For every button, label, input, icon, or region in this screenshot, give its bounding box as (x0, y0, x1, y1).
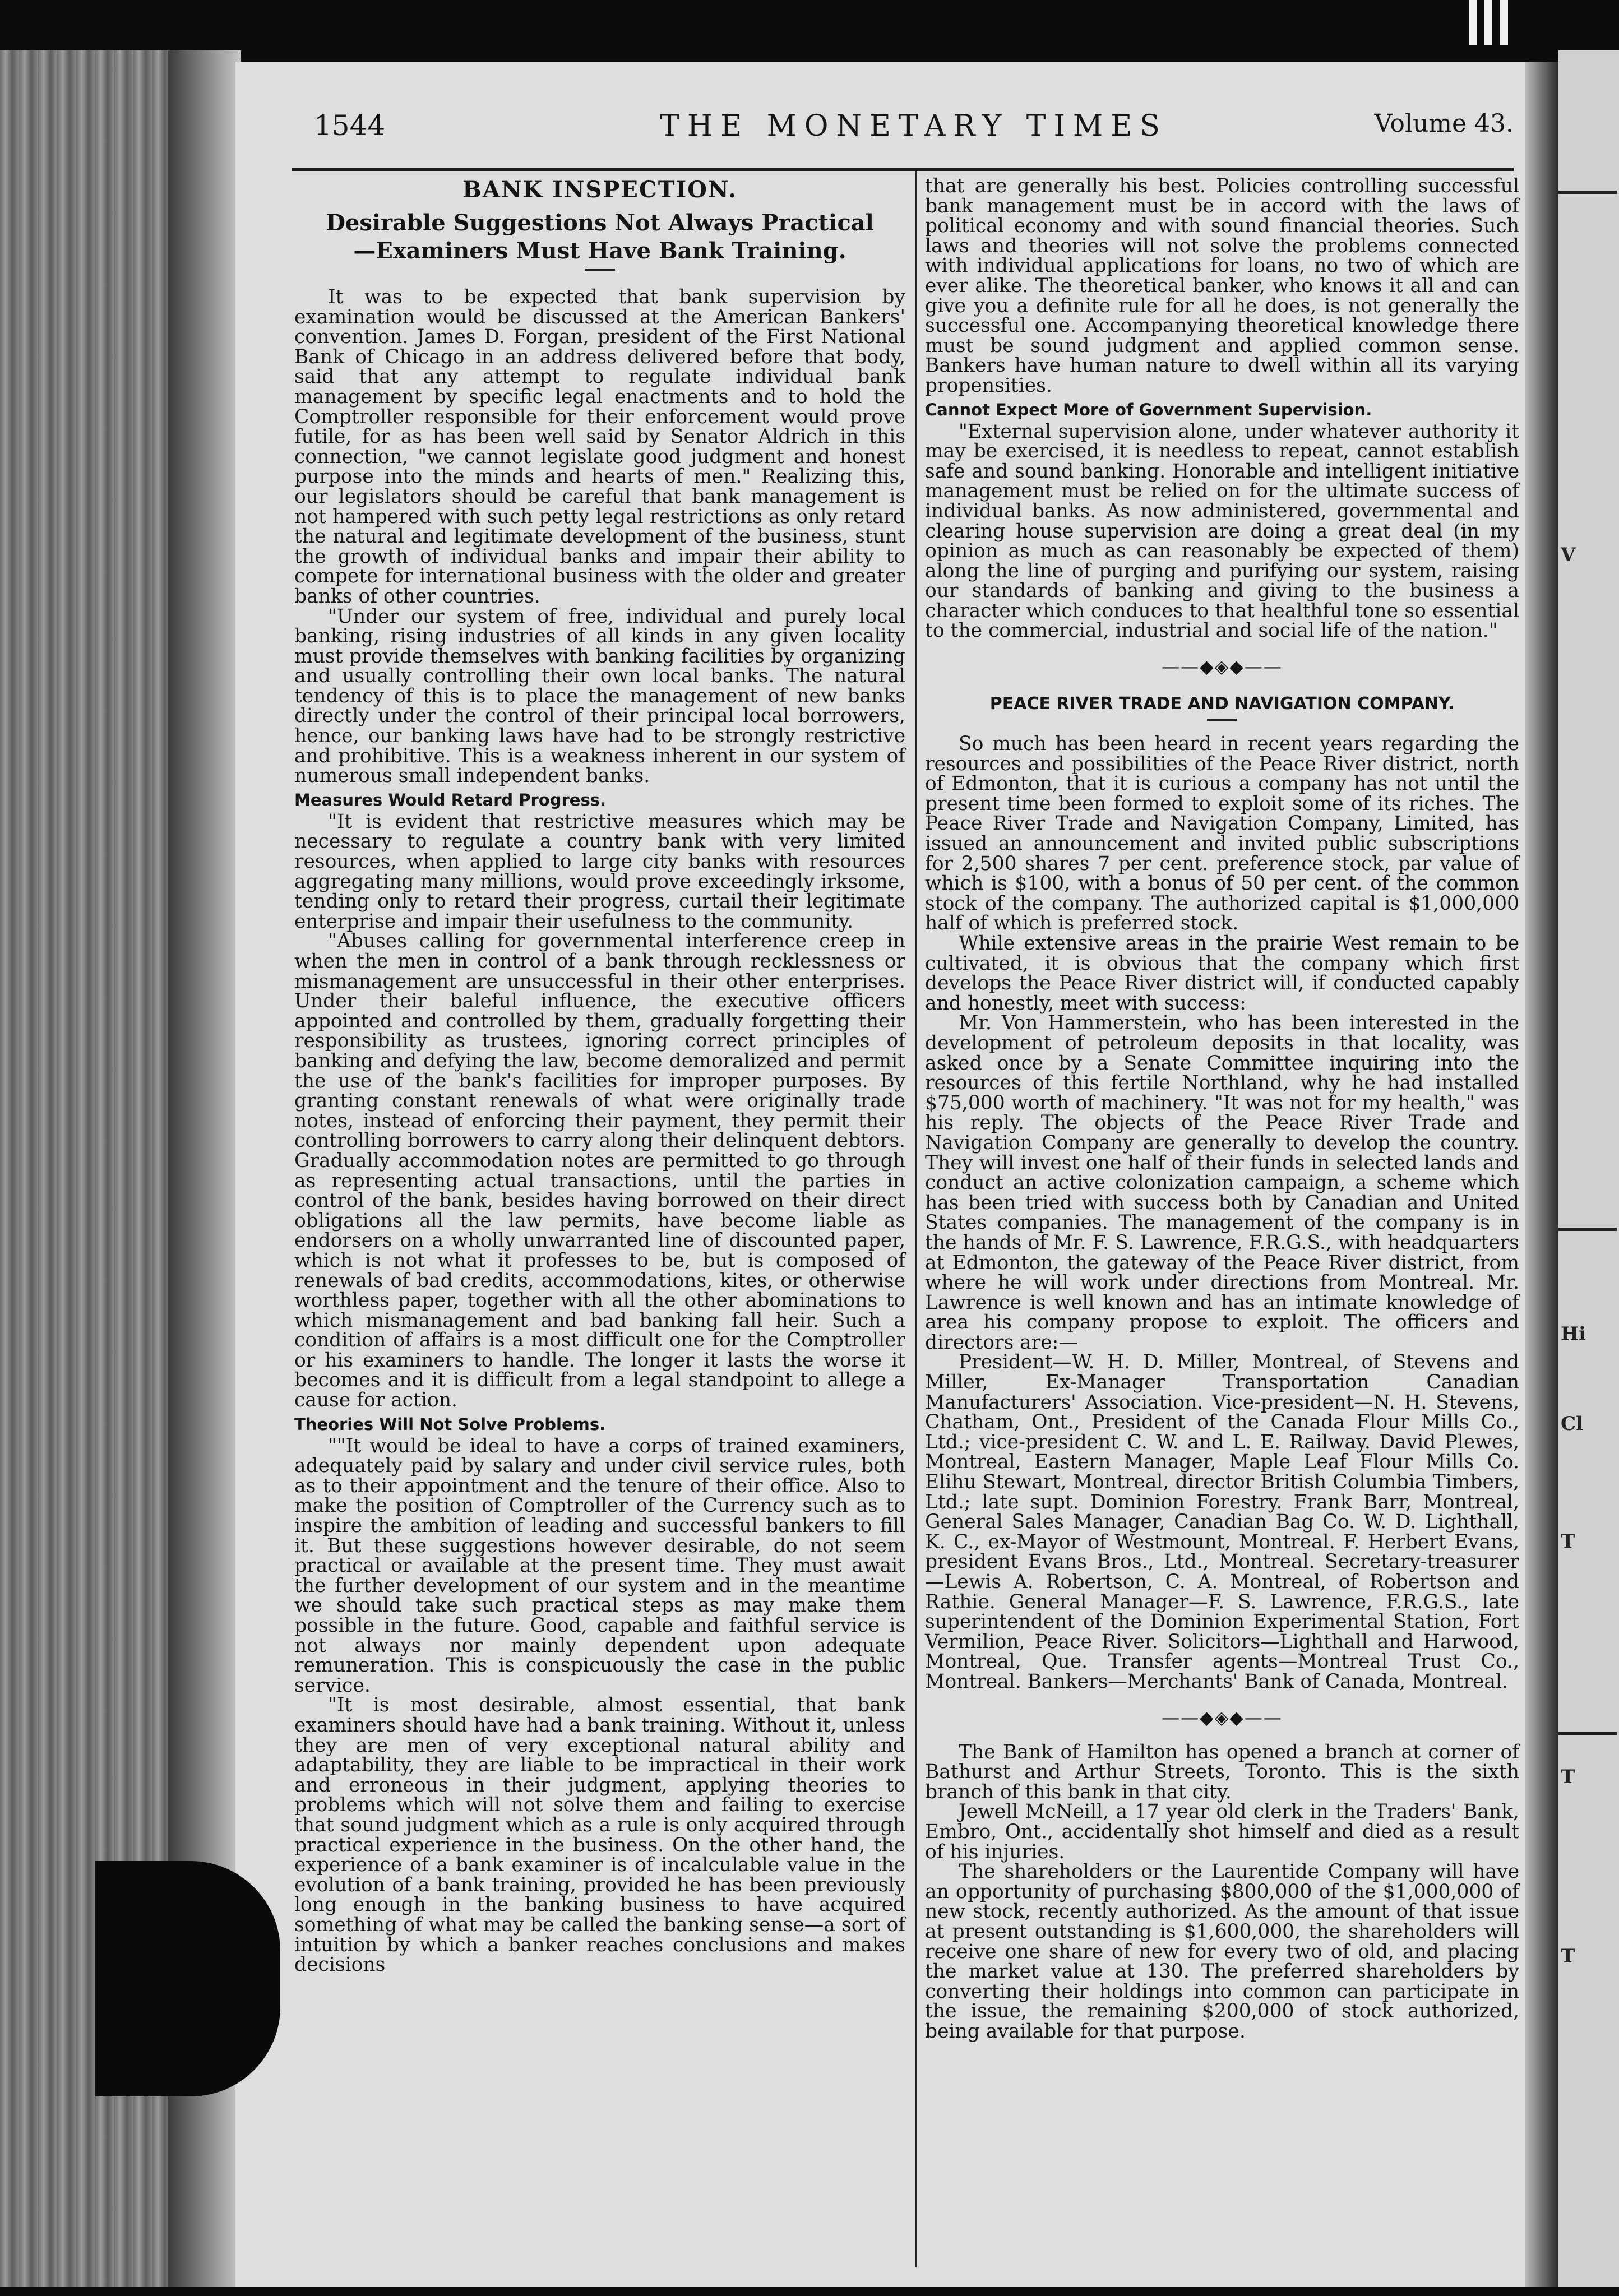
title-rule (1207, 719, 1237, 721)
ornament-divider: ——◆◈◆—— (1162, 656, 1283, 678)
paragraph: "It is evident that restrictive measures which may be necessary to regulate a country bank with very limited resources, when applied to large city banks with resources aggregating many millions, would prove exceedingly irksome, tending only to retard their progress, curtail their legitimate enterprise and impair their usefulness to the community. (294, 810, 905, 933)
paragraph: While extensive areas in the prairie West remain to be cultivated, it is obvious that the company which first develops the Peace River district will, if conducted capably and honestly, meet with success: (925, 932, 1519, 1015)
adjacent-fragment: T (1561, 1530, 1575, 1553)
left-column (294, 177, 905, 1975)
paragraph: "Abuses calling for governmental interference creep in when the men in control of a bank through recklessness or mismanagement are unsuccessful in their other enterprises. Under their baleful influence, the executive officers appointed and controlled by them, gradually forgetting their responsibility as trustees, ignoring correct principles of banking and defying the law, become demoralized and permit the use of the bank's facilities for improper purposes. By granting constant renewals of what were originally trade notes, instead of enforcing their payment, they permit their controlling borrowers to carry along their delinquent debtors. Gradually accommodation notes are permitted to go through as representing actual transactions, until the parties in control of the bank, besides having borrowed on their direct obligations all the law permits, have become liable as endorsers on a wholly unwarranted line of discounted paper, which is not what it professes to be, but is composed of renewals of bad credits, accommodations, kites, or otherwise worthless paper, together with all the other abominations to which mismanagement and bad banking fall heir. Such a condition of affairs is a most difficult one for the Comptroller or his examiners to handle. The longer it lasts the worse it becomes and it is difficult from a legal standpoint to allege a cause for action. (294, 930, 905, 1412)
article-subtitle: Desirable Suggestions Not Always Practical—Examiners Must Have Bank Training. (326, 210, 874, 264)
adjacent-fragment: T (1561, 1766, 1575, 1788)
page-gutter (1525, 62, 1558, 2287)
right-column (925, 177, 1519, 2042)
article-title: BANK INSPECTION. (462, 177, 737, 203)
article-title: PEACE RIVER TRADE AND NAVIGATION COMPANY. (989, 694, 1455, 714)
ornament-divider: ——◆◈◆—— (1162, 1706, 1283, 1728)
paragraph: President—W. H. D. Miller, Montreal, of Stevens and Miller, Ex-Manager Transportation Canadian Manufacturers' Association. Vice-president—N. H. Stevens, Chatham, Ont., President of the Canada Flour Mills Co., Ltd.; vice-president C. W. and L. E. Railway. David Plewes, Montreal, Eastern Manager, Maple Leaf Flour Mills Co. Elihu Stewart, Montreal, director British Columbia Timbers, Ltd.; late supt. Dominion Forestry. Frank Barr, Montreal, General Sales Manager, Canadian Bag Co. W. D. Lighthall, K. C., ex-Mayor of Westmount, Montreal. F. Herbert Evans, president Evans Bros., Ltd., Montreal. Secretary-treasurer—Lewis A. Robertson, C. A. Montreal, of Robertson and Rathie. General Manager—F. S. Lawrence, F.R.G.S., late superintendent of the Dominion Experimental Station, Fort Vermilion, Peace River. Solicitors—Lighthall and Harwood, Montreal, Que. Transfer agents—Montreal Trust Co., Montreal. Bankers—Merchants' Bank of Canada, Montreal. (925, 1351, 1519, 1693)
news-note: Jewell McNeill, a 17 year old clerk in the Traders' Bank, Embro, Ont., accidentally shot himself and died as a result of his injuries. (925, 1800, 1519, 1863)
adjacent-fragment: Hi (1561, 1323, 1586, 1345)
adjacent-rule (1558, 1228, 1617, 1231)
adjacent-fragment: T (1561, 1945, 1575, 1968)
paragraph: ""It would be ideal to have a corps of trained examiners, adequately paid by salary and under civil service rules, both as to their appointment and the tenure of their office. Also to make the position of Comptroller of the Currency such as to inspire the ambition of leading and successful bankers to fill it. But these suggestions however desirable, do not seem practical or available at the present time. They must await the further development of our system and in the meantime we should take such practical steps as may make them possible in the future. Good, capable and faithful service is not always nor mainly dependent upon adequate remuneration. This is conspicuously the case in the public service. (294, 1434, 905, 1697)
adjacent-rule (1558, 191, 1617, 194)
adjacent-page-edge (1558, 50, 1619, 2287)
paragraph: "External supervision alone, under whatever authority it may be exercised, it is needless to repeat, cannot establish safe and sound banking. Honorable and intelligent initiative management must be relied on for the ultimate success of individual banks. As now administered, governmental and clearing house supervision are doing a great deal (in my opinion as much as can reasonably be expected of them) along the line of purging and purifying our system, raising our standards of banking and giving to the business a character which conduces to that healthful tone so essential to the commercial, industrial and social life of the nation." (925, 420, 1519, 642)
running-header (314, 104, 1514, 154)
header-rule (292, 168, 1514, 171)
paragraph: "It is most desirable, almost essential, that bank examiners should have had a bank training. Without it, unless they are men of very exceptional natural ability and adaptability, they are liable to be impractical in their work and erroneous in their judgment, applying theories to problems which will not solve them and failing to exercise that sound judgment which as a rule is only acquired through practical experience in the business. On the other hand, the experience of a bank examiner is of incalculable value in the evolution of a bank training, provided he has been previously long enough in the banking business to have acquired something of what may be called the banking sense—a sort of intuition by which a banker reaches conclusions and makes decisions (294, 1694, 905, 1976)
journal-title: THE MONETARY TIMES (660, 109, 1168, 143)
paragraph: "Under our system of free, individual and purely local banking, rising industries of all kinds in any given locality must provide themselves with banking facilities by organizing and usually controlling their own local banks. The natural tendency of this is to place the management of new banks directly under the control of their principal local borrowers, hence, our banking laws have had to be strongly restrictive and prohibitive. This is a weakness inherent in our system of numerous small independent banks. (294, 605, 905, 788)
news-note: The shareholders or the Laurentide Company will have an opportunity of purchasing $800,000 of the $1,000,000 of new stock, recently authorized. As the amount of that issue at present outstanding is $1,600,000, the shareholders will receive one share of new for every two of old, and placing the market value at 130. The preferred shareholders by converting their holdings into common can participate in the issue, the remaining $200,000 of stock authorized, being available for that purpose. (925, 1860, 1519, 2043)
adjacent-fragment: V (1561, 544, 1576, 566)
adjacent-fragment: Cl (1561, 1413, 1583, 1435)
section-heading: Cannot Expect More of Government Supervision. (925, 400, 1372, 419)
paragraph: Mr. Von Hammerstein, who has been interested in the development of petroleum deposits in that locality, was asked once by a Senate Committee inquiring into the resources of this fertile Northland, why he had installed $75,000 worth of machinery. "It was not for my health," was his reply. The objects of the Peace River Trade and Navigation Company are generally to develop the country. They will invest one half of their funds in selected lands and conduct an active colonization campaign, a scheme which has been tried with success both by Canadian and United States companies. The management of the company is in the hands of Mr. F. S. Lawrence, F.R.G.S., with headquarters at Edmonton, the gateway of the Peace River district, from where he will work under directions from Montreal. Mr. Lawrence is well known and has an intimate knowledge of area his company propose to exploit. The officers and directors are:— (925, 1012, 1519, 1354)
paragraph: So much has been heard in recent years regarding the resources and possibilities of the Peace River district, north of Edmonton, that it is curious a company has not until the present time been formed to exploit some of its riches. The Peace River Trade and Navigation Company, Limited, has issued an announcement and invited public subscriptions for 2,500 shares 7 per cent. preference stock, par value of which is $100, with a bonus of 50 per cent. of the common stock of the company. The authorized capital is $1,000,000 half of which is preferred stock. (925, 733, 1519, 935)
section-heading: Theories Will Not Solve Problems. (294, 1414, 606, 1434)
paragraph: that are generally his best. Policies controlling successful bank management must be in accord with the laws of political economy and with sound financial theories. Such laws and theories will not solve the problems connected with individual applications for loans, no two of which are ever alike. The theoretical banker, who knows it all and can give you a definite rule for all he does, is not generally the successful one. Accompanying theoretical knowledge there must be sound judgment and applied common sense. Bankers have human nature to dwell within all its varying propensities. (925, 175, 1519, 397)
scanner-edge-marks (1469, 0, 1508, 45)
column-divider (915, 171, 917, 2267)
page-number: 1544 (314, 109, 386, 142)
title-rule (585, 269, 615, 271)
thumb-shadow (95, 1861, 280, 2096)
section-heading: Measures Would Retard Progress. (294, 790, 606, 809)
volume-label: Volume 43. (1374, 109, 1514, 138)
news-note: The Bank of Hamilton has opened a branch at corner of Bathurst and Arthur Streets, Toronto. This is the sixth branch of this bank in that city. (925, 1740, 1519, 1803)
paragraph: It was to be expected that bank supervision by examination would be discussed at the American Bankers' convention. James D. Forgan, president of the First National Bank of Chicago in an address delivered before that body, said that any attempt to regulate individual bank management by specific legal enactments and to hold the Comptroller responsible for their enforcement would prove futile, for as has been well said by Senator Aldrich in this connection, "we cannot legislate good judgment and honest purpose into the minds and hearts of men." Realizing this, our legislators should be careful that bank management is not hampered with such petty legal restrictions as only retard the natural and legitimate development of the business, stunt the growth of individual banks and impair their ability to compete for international business with the older and greater banks of other countries. (294, 286, 905, 608)
adjacent-rule (1558, 1732, 1617, 1735)
